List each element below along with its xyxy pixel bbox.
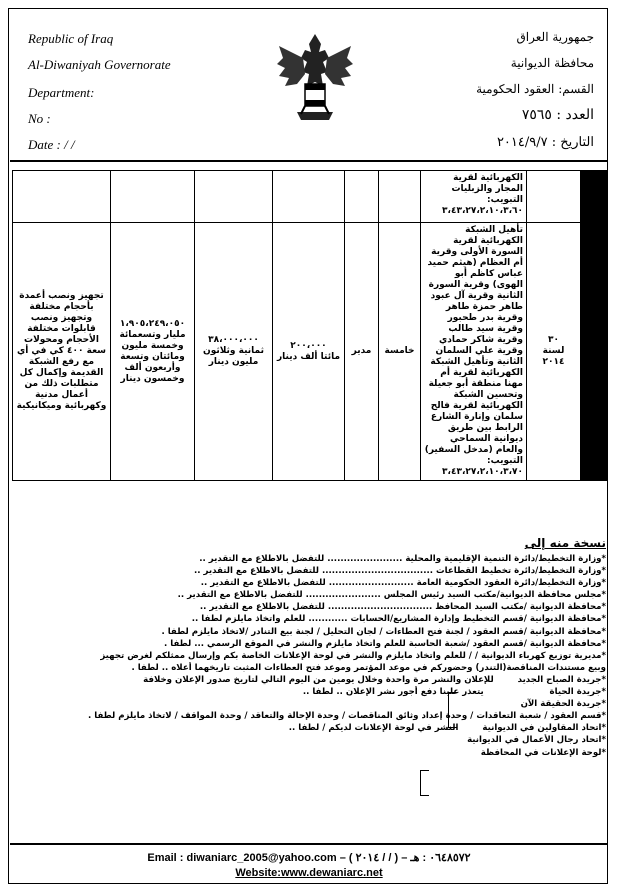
footer [10,843,608,879]
copy-line: *لوحة الإعلانات في المحافظة [480,747,606,758]
country-ar: جمهورية العراق [516,30,594,44]
footer-website: Website:www.dewaniarc.net [235,867,383,879]
date-en: Date : / / [28,137,75,152]
copy-line: *قسم العقود / شعبة التعاقدات / وحدة إعداد وثائق المناقصات / وحدة الإحالة والتعاقد / وحدة المواقف / لاتخاذ مايلزم لطفا . [87,711,606,722]
specialty-cell: مدير [345,223,379,481]
project-cell: الكهربائية لقرية المجار والزبليات التبويب: ٣،٤٣،٢٧،٢،١٠،٣،٦٠ [421,171,527,223]
copy-line: *وزارة التخطيط/دائرة العقود الحكومية العامة .......................... للتفضل بالاطلاع مع التقدير .. [200,578,606,589]
date-ar: التاريخ : ٢٠١٤/٩/٧ [496,135,594,150]
eagle-emblem-icon [275,28,355,128]
cost-cell: ١،٩٠٥،٢٤٩،٠٥٠ مليار وتسعمائة وخمسة مليون ومائتان وتسعة وأربعون ألف وخمسون دينار [111,223,195,481]
governorate-ar: محافظة الديوانية [510,56,594,70]
copy-line: وبيع مستندات المناقصة(التندر) وحضوركم في موعد المؤتمر وموعد فتح العطاءات المثبت تاريخهما أعلاه .. لطفا . [131,662,606,673]
copy-line: *اتحاد المقاولين في الديوانية النشر في لوحة الإعلانات لديكم / لطفا .. [288,723,606,734]
bond-cell: ٣٨،٠٠٠،٠٠٠ ثمانية وثلاثون مليون دينار [195,223,273,481]
table-row [13,171,607,223]
project-cell: تأهيل الشبكة الكهربائية لقرية السورة الأولى وقرية أم العظام (هيثم حميد عباس كاظم أبو الهوى) وقرية السورة الثانية وقرية آل عبود طاهر حمزة طاهر وقرية بدر طحبور وقرية سيد طالب وقرية شاكر حمادي وقرية علي السلمان الثانية وتأهيل الشبكة الكهربائية لقرية أم مهنا منطقة أبو جعيلة وتحسين الشبكة الكهربائية لقرية فالح سلمان وإنارة الشارع الرابط بين طريق ديوانية السماحي والعام (مدخل السفير) التبويب: ٣،٤٣،٢٧،٢،١٠،٣،٧٠ [421,223,527,481]
copy-line: *محافظة الديوانية /قسم العقود /شعبة الحاسبة للعلم واتخاذ مايلزم والنشر في الموقع الرسمي ... لطفا . [164,638,606,649]
tender-table [12,170,607,481]
header-divider [10,160,608,162]
copy-line: *محافظة الديوانية /قسم التخطيط وإدارة المشاريع/الحسابات ............ للعلم واتخاذ مايلزم لطفا .. [191,614,606,625]
copy-line: *محافظة الديوانية /قسم العقود / لجنة فتح العطاءات / لجان التحليل / لجنة بيع التنادر /لاتخاذ مايلزم لطفا . [161,626,606,637]
copies-to [12,536,606,759]
governorate-en: Al-Diwaniyah Governorate [28,57,171,72]
doc-price-cell: ٢٠٠،٠٠٠ مائتا ألف دينار [273,223,345,481]
copies-title: نسخة منه إلى [524,536,606,550]
table-row [13,223,607,481]
copy-line: *محافظة الديوانية /مكتب السيد المحافظ ................................ للتفضل بالاطلاع مع التقدير .. [199,602,606,613]
grade-cell: خامسة [379,223,421,481]
footer-email: Email : diwaniarc_2005@yahoo.com – ( ٢٠١٤ / / ) – ٠٦٤٨٥٧٢ : هـ [147,852,471,864]
number-ar: العدد : ٧٥٦٥ [521,107,594,123]
copy-line: *اتحاد رجال الأعمال في الديوانية [467,735,606,746]
seq-cell: ٣٠ لسنة ٢٠١٤ [527,223,581,481]
copy-line: *جريدة الحقيقة الآن [520,699,606,710]
notes-cell: تجهيز ونصب أعمدة بأحجام مختلفة وتجهيز ونصب قابلوات مختلفة الأحجام ومحولات سعة ٤٠٠ كي في أي مع رفع الشبكة القديمة وإكمال كل متطلبات ذلك من أعمال مدنية وكهربائية وميكانيكية [13,223,111,481]
copy-line: *مجلس محافظة الديوانية/مكتب السيد رئيس المجلس ....................... للتفضل بالاطلاع مع التقدير .. [177,590,606,601]
letterhead [10,10,608,160]
department-en: Department: [28,85,95,100]
department-ar: القسم: العقود الحكومية [476,82,594,96]
unions-brace [420,770,429,796]
country-en: Republic of Iraq [28,31,114,46]
newspapers-brace [448,692,457,728]
number-en: No : [28,111,51,126]
copy-line: *وزارة التخطيط/دائرة تخطيط القطاعات .................................. للتفضل بالاطلاع مع التقدير .. [194,566,606,577]
copy-line: *مديرية توزيع كهرباء الديوانية / / للعلم واتخاذ مايلزم والنشر في لوحة الإعلانات الخاصة بكم وإرسال ممثلكم لغرض تجهيز [100,650,606,661]
copy-line: *وزارة التخطيط/دائرة التنمية الإقليمية والمحلية ....................... للتفضل بالاطلاع مع التقدير .. [199,554,606,564]
copy-line: *جريدة الصباح الجديد للإعلان والنشر مرة واحدة وخلال يومين من اليوم التالي لتاريخ صدور الإعلان وخلافة [143,674,606,685]
copy-line: *جريدة الحياة يتعذر علينا دفع أجور نشر الإعلان .. لطفا .. [302,687,606,698]
